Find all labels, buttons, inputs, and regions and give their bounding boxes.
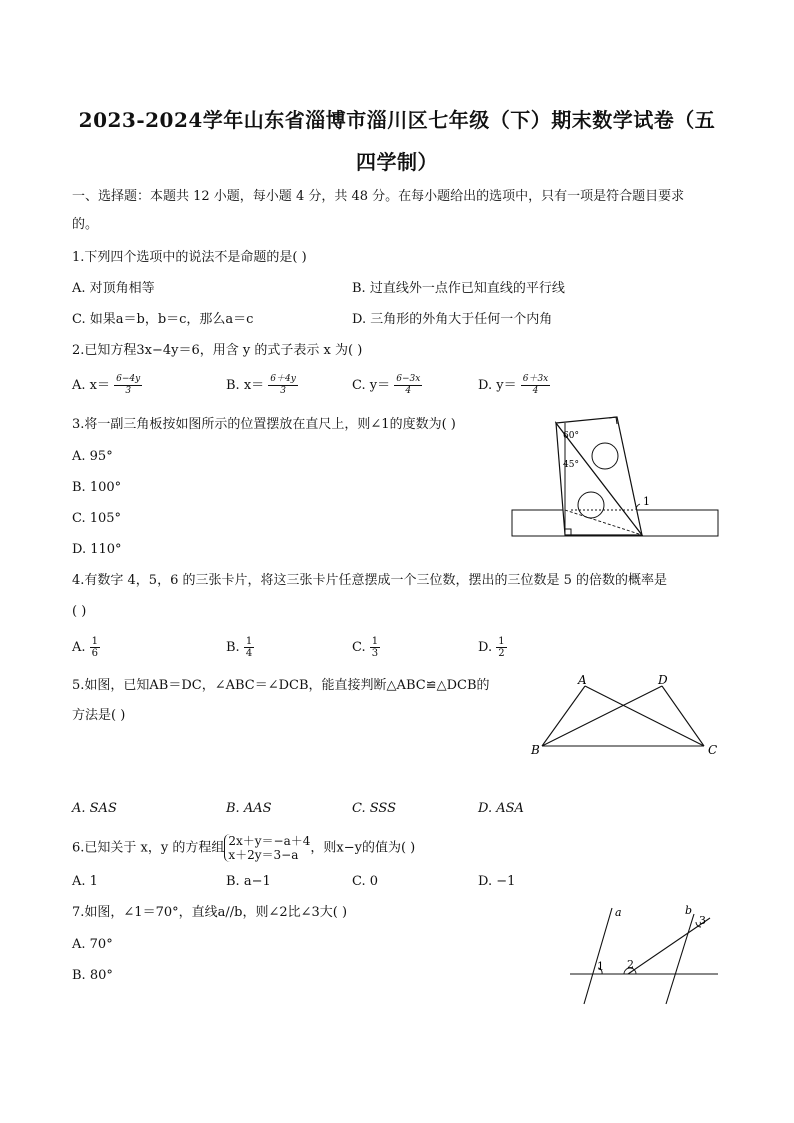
q3-stem: 3.将一副三角板按如图所示的位置摆放在直尺上，则∠1的度数为( ) — [72, 417, 456, 432]
q7-angle-2-label: 2 — [627, 958, 634, 971]
q2-option-d-fraction — [521, 374, 551, 397]
q1-stem: 1.下列四个选项中的说法不是命题的是( ) — [72, 250, 307, 265]
q1-option-c: C. 如果a＝b，b＝c，那么a＝c — [72, 312, 254, 327]
exam-title-line-1: 2023-2024学年山东省淄博市淄川区七年级（下）期末数学试卷（五 — [78, 108, 716, 132]
q2-option-c-fraction — [394, 374, 422, 397]
q4-option-d-denominator: 2 — [498, 648, 505, 659]
q6-option-a: A. 1 — [72, 874, 98, 889]
q3-option-c: C. 105° — [72, 511, 122, 526]
q4-option-d — [478, 636, 507, 659]
q2-option-d — [478, 374, 550, 397]
q4-stem-line-2: ( ) — [72, 604, 87, 619]
q2-option-d-denominator: 4 — [532, 386, 539, 396]
q3-angle-60-label: 60° — [563, 431, 579, 441]
q7-line-b-label: b — [685, 904, 693, 917]
q4-option-b-fraction — [244, 636, 254, 659]
q3-angle-45-label: 45° — [563, 460, 579, 470]
q6-option-d: D. −1 — [478, 874, 516, 889]
q4-option-d-fraction — [496, 636, 506, 659]
exam-title-line-2: 四学制） — [356, 150, 438, 174]
q6-stem-suffix: ，则x−y的值为( ) — [310, 840, 416, 856]
q2-option-d-numerator: 6＋3x — [522, 374, 549, 384]
q6-option-b: B. a−1 — [226, 874, 271, 889]
q4-option-c-prefix: C. — [352, 640, 366, 655]
q4-option-b — [226, 636, 254, 659]
q2-option-c — [352, 374, 422, 397]
q5-stem-line-2: 方法是( ) — [72, 708, 126, 723]
q4-stem-line-1: 4.有数字 4，5，6 的三张卡片，将这三张卡片任意摆成一个三位数，摆出的三位数是 5 的倍数的概率是 — [72, 573, 668, 588]
q7-parallel-lines-figure — [562, 900, 722, 1006]
q5-option-a: A. SAS — [72, 801, 117, 816]
q5-option-b: B. AAS — [226, 801, 272, 816]
q4-option-c — [352, 636, 380, 659]
q6-option-c: C. 0 — [352, 874, 379, 889]
q3-triangle-ruler-figure — [505, 412, 725, 544]
q2-option-c-denominator: 4 — [405, 386, 412, 396]
section-instructions-line-2: 的。 — [72, 217, 99, 232]
q4-option-a-prefix: A. — [72, 640, 86, 655]
q2-option-b-denominator: 3 — [280, 386, 286, 396]
q2-option-c-prefix: C. y＝ — [352, 378, 391, 393]
q2-option-b-fraction — [268, 374, 298, 397]
q2-option-a-denominator: 3 — [125, 386, 132, 396]
q4-option-a-numerator: 1 — [91, 636, 99, 647]
q4-option-b-numerator: 1 — [245, 636, 253, 647]
q4-option-b-prefix: B. — [226, 640, 240, 655]
q5-point-b-label: B — [531, 743, 540, 757]
q2-option-a-prefix: A. x＝ — [72, 378, 110, 393]
q2-option-b — [226, 374, 298, 397]
q5-point-d-label: D — [658, 673, 668, 687]
q4-option-d-prefix: D. — [478, 640, 493, 655]
q3-option-b: B. 100° — [72, 480, 122, 495]
q1-option-d: D. 三角形的外角大于任何一个内角 — [352, 312, 553, 327]
q3-option-a: A. 95° — [72, 449, 113, 464]
q2-option-b-prefix: B. x＝ — [226, 378, 265, 393]
q5-point-c-label: C — [708, 743, 718, 757]
q7-angle-3-label: 3 — [699, 914, 706, 927]
q4-option-a-fraction — [90, 636, 100, 659]
q4-option-b-denominator: 4 — [245, 648, 253, 659]
q7-angle-1-label: 1 — [597, 960, 604, 973]
q4-option-d-numerator: 1 — [498, 636, 505, 647]
q5-triangle-figure — [528, 668, 728, 762]
q4-option-c-denominator: 3 — [371, 648, 379, 659]
q7-option-a: A. 70° — [72, 937, 113, 952]
q7-stem: 7.如图，∠1＝70°，直线a//b，则∠2比∠3大( ) — [72, 905, 348, 920]
q5-stem-line-1: 5.如图，已知AB＝DC，∠ABC＝∠DCB，能直接判断△ABC≌△DCB的 — [72, 678, 490, 693]
q5-point-a-label: A — [578, 673, 587, 687]
q5-option-d: D. ASA — [478, 801, 524, 816]
q4-option-c-numerator: 1 — [371, 636, 379, 647]
q2-option-d-prefix: D. y＝ — [478, 378, 517, 393]
q6-equation-1: 2x＋y＝−a＋4 — [228, 834, 311, 848]
q6-stem-prefix: 6.已知关于 x，y 的方程组 — [72, 840, 225, 856]
q2-stem: 2.已知方程3x−4y＝6，用含 y 的式子表示 x 为( ) — [72, 343, 363, 358]
q1-option-a: A. 对顶角相等 — [72, 281, 155, 296]
q2-option-a-numerator: 6−4y — [116, 374, 141, 384]
q6-stem — [72, 834, 415, 863]
q4-option-c-fraction — [370, 636, 380, 659]
q7-option-b: B. 80° — [72, 968, 113, 983]
q3-angle-1-label: 1 — [643, 495, 650, 508]
q2-option-b-numerator: 6＋4y — [270, 374, 296, 384]
q2-option-a-fraction — [114, 374, 142, 397]
q6-equation-2: x＋2y＝3−a — [228, 848, 299, 862]
q6-equation-system — [224, 834, 310, 862]
q4-option-a — [72, 636, 100, 659]
q7-line-a-label: a — [615, 906, 622, 919]
q2-option-c-numerator: 6−3x — [396, 374, 421, 384]
q5-option-c: C. SSS — [352, 801, 397, 816]
section-instructions-line-1: 一、选择题：本题共 12 小题，每小题 4 分，共 48 分。在每小题给出的选项中，只有一项是符合题目要求 — [72, 189, 685, 204]
q3-option-d: D. 110° — [72, 542, 122, 557]
q2-option-a — [72, 374, 142, 397]
q4-option-a-denominator: 6 — [91, 648, 99, 659]
q1-option-b: B. 过直线外一点作已知直线的平行线 — [352, 281, 565, 296]
